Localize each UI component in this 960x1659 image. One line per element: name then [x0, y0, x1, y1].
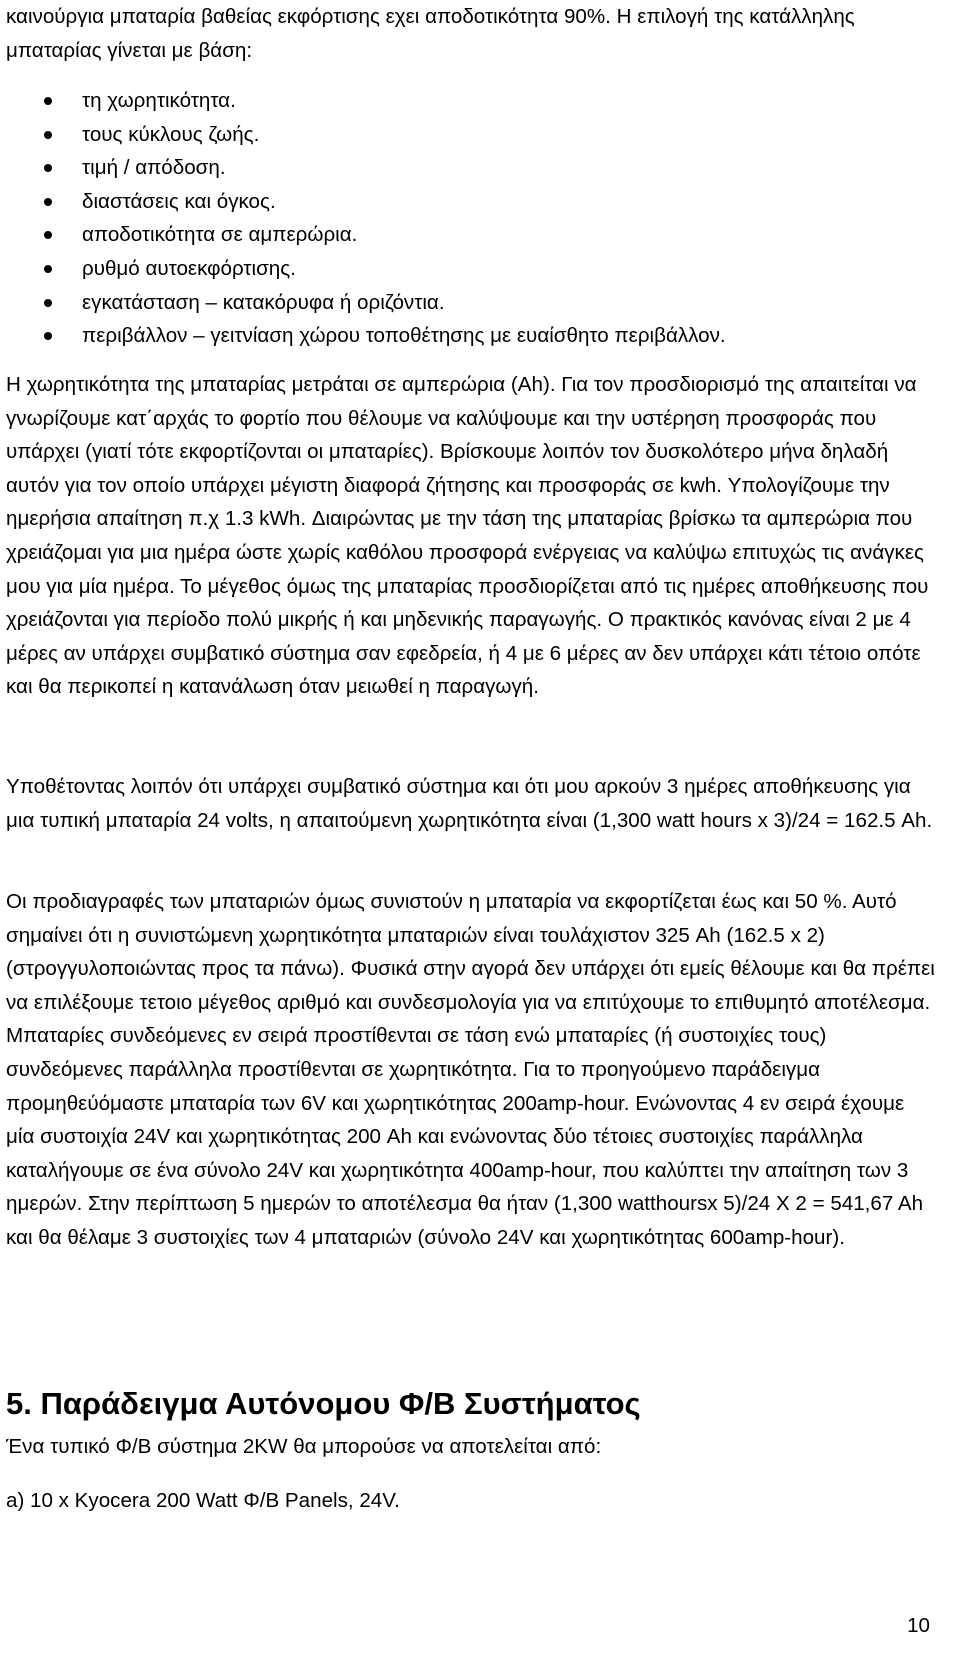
bullet-icon	[44, 332, 52, 340]
bullet-icon	[44, 198, 52, 206]
list-item-text: τους κύκλους ζωής.	[82, 122, 260, 146]
intro-paragraph: καινούργια μπαταρία βαθείας εκφόρτισης εχει αποδοτικότητα 90%. Η επιλογή της κατάλληλης μπαταρίας γίνεται με βάση:	[6, 5, 855, 62]
page-number: 10	[907, 1614, 930, 1637]
assumption-paragraph: Υποθέτοντας λοιπόν ότι υπάρχει συμβατικό σύστημα και ότι μου αρκούν 3 ημέρες αποθήκευσης για μια τυπική μπαταρία 24 volts, η απαιτούμενη χωρητικότητα είναι (1,300 watt hours x 3)/24 = 162.5 Ah.	[6, 775, 933, 832]
section-heading: 5. Παράδειγμα Αυτόνομου Φ/Β Συστήματος	[6, 1386, 641, 1421]
criteria-list	[0, 84, 726, 353]
specifications-paragraph: Οι προδιαγραφές των μπαταριών όμως συνιστούν η μπαταρία να εκφορτίζεται έως και 50 %. Αυτό σημαίνει ότι η συνιστώμενη χωρητικότητα μπαταριών είναι τουλάχιστον 325 Ah (162.5 x 2) (στρογγυλοποιώντας προς τα πάνω). Φυσικά στην αγορά δεν υπάρχει ότι εμείς θέλουμε και θα πρέπει να επιλέξουμε τετοιο μέγεθος αριθμό και συνδεσμολογία για να επιτύχουμε το επιθυμητό αποτέλεσμα. Μπαταρίες συνδεόμενες εν σειρά προστίθενται σε τάση ενώ μπαταρίες (ή συστοιχίες τους) συνδεόμενες παράλληλα προστίθενται σε χωρητικότητα. Για το προηγούμενο παράδειγμα προμηθεύόμαστε μπαταρία των 6V και χωρητικότητας 200amp-hour. Ενώνοντας 4 εν σειρά έχουμε μία συστοιχία 24V και χωρητικότητας 200 Ah και ενώνοντας δύο τέτοιες συστοιχίες παράλληλα καταλήγουμε σε ένα σύνολο 24V και χωρητικότητα 400amp-hour, που καλύπτει την απαίτηση των 3 ημερών. Στην περίπτωση 5 ημερών το αποτέλεσμα θα ήταν (1,300 watthoursx 5)/24 X 2 = 541,67 Ah και θα θέλαμε 3 συστοιχίες των 4 μπαταριών (σύνολο 24V και χωρητικότητας 600amp-hour).	[6, 890, 935, 1249]
list-item-text: περιβάλλον – γειτνίαση χώρου τοποθέτησης με ευαίσθητο περιβάλλον.	[82, 324, 726, 348]
bullet-icon	[44, 231, 52, 239]
list-item	[0, 118, 726, 152]
component-list-item: a) 10 x Kyocera 200 Watt Φ/Β Panels, 24V.	[6, 1489, 400, 1512]
list-item-text: αποδοτικότητα σε αμπερώρια.	[82, 223, 358, 247]
list-item	[0, 151, 726, 185]
list-item-text: διαστάσεις και όγκος.	[82, 189, 276, 213]
list-item-text: εγκατάσταση – κατακόρυφα ή οριζόντια.	[82, 290, 445, 314]
bullet-icon	[44, 164, 52, 172]
bullet-icon	[44, 131, 52, 139]
list-item	[0, 319, 726, 353]
bullet-icon	[44, 299, 52, 307]
bullet-icon	[44, 97, 52, 105]
list-item	[0, 252, 726, 286]
bullet-icon	[44, 265, 52, 273]
list-item	[0, 218, 726, 252]
list-item	[0, 185, 726, 219]
battery-capacity-paragraph: Η χωρητικότητα της μπαταρίας μετράται σε αμπερώρια (Ah). Για τον προσδιορισμό της απαιτείται να γνωρίζουμε κατ΄αρχάς το φορτίο που θέλουμε να καλύψουμε και την υστέρηση προσφοράς που υπάρχει (γιατί τότε εκφορτίζονται οι μπαταρίες). Βρίσκουμε λοιπόν τον δυσκολότερο μήνα δηλαδή αυτόν για τον οποίο υπάρχει μέγιστη διαφορά ζήτησης και προσφοράς σε kwh. Υπολογίζουμε την ημερήσια απαίτηση π.χ 1.3 kWh. Διαιρώντας με την τάση της μπαταρίας βρίσκω τα αμπερώρια που χρειάζομαι για μια ημέρα ώστε χωρίς καθόλου προσφορά ενέργειας να καλύψω επιτυχώς τις ανάγκες μου για μία ημέρα. Το μέγεθος όμως της μπαταρίας προσδιορίζεται από τις ημέρες αποθήκευσης που χρειάζονται για περίοδο πολύ μικρής ή και μηδενικής παραγωγής. Ο πρακτικός κανόνας είναι 2 με 4 μέρες αν υπάρχει συμβατικό σύστημα σαν εφεδρεία, ή 4 με 6 μέρες αν δεν υπάρχει κάτι τέτοιο οπότε και θα περικοπεί η κατανάλωση όταν μειωθεί η παραγωγή.	[6, 373, 929, 699]
list-item-text: ρυθμό αυτοεκφόρτισης.	[82, 256, 296, 280]
list-item-text: τιμή / απόδοση.	[82, 156, 226, 180]
system-intro-paragraph: Ένα τυπικό Φ/Β σύστημα 2KW θα μπορούσε να αποτελείται από:	[6, 1435, 602, 1458]
list-item	[0, 84, 726, 118]
list-item	[0, 286, 726, 320]
list-item-text: τη χωρητικότητα.	[82, 89, 236, 112]
